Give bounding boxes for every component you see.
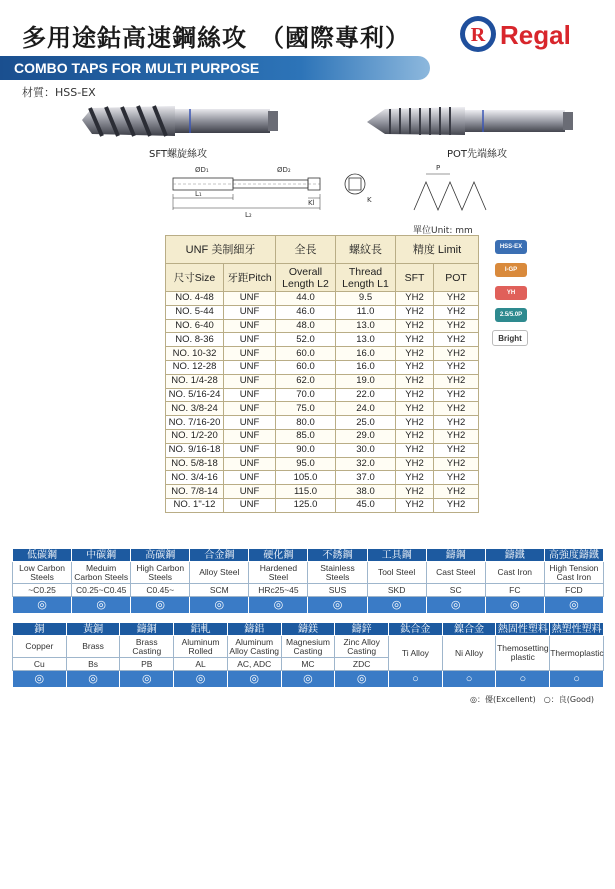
material-zh: 高碳鋼 [131,549,190,562]
table-cell: 25.0 [336,416,396,430]
table-cell: YH2 [434,402,479,416]
table-cell: YH2 [434,471,479,485]
material-en: Stainless Steels [308,562,367,584]
table-row [166,374,479,388]
table-cell: YH2 [434,374,479,388]
regal-logo [458,14,608,54]
table-cell: NO. 7/8-14 [166,485,224,499]
rating-symbol: ◎ [544,597,603,614]
svg-text:L₂: L₂ [245,211,252,219]
table-cell: 75.0 [276,402,336,416]
table-cell: YH2 [396,471,434,485]
table-cell: NO. 1"-12 [166,498,224,512]
legend: ◎：優(Excellent) ○：良(Good) [470,695,595,704]
badge-hss-ex: HSS-EX [495,240,527,254]
material-zh: 熱塑性塑料 [551,623,602,635]
rating-symbol: ○ [442,671,496,688]
rating-symbol: ◎ [281,671,335,688]
material-zh: 低碳鋼 [13,549,72,562]
material-en: Low Carbon Steels [13,562,72,584]
table-row [166,360,479,374]
table-cell: NO. 5/16-24 [166,388,224,402]
table-cell: 46.0 [276,305,336,319]
table-cell: YH2 [396,388,434,402]
table-row [166,457,479,471]
table-cell: NO. 7/16-20 [166,416,224,430]
table-cell: NO. 9/16-18 [166,443,224,457]
table-row [166,333,479,347]
material-en: Ni Alloy [442,636,496,671]
material-zh: 鑄鋅 [335,623,389,636]
table-cell: YH2 [396,347,434,361]
table-cell: NO. 3/8-24 [166,402,224,416]
table-row [166,485,479,499]
material-en: Ti Alloy [389,636,443,671]
svg-text:P: P [436,164,441,172]
table-cell: 37.0 [336,471,396,485]
table-cell: YH2 [396,429,434,443]
rating-symbol: ◎ [485,597,544,614]
material-en: Aluminum Rolled [174,636,228,658]
svg-text:ØD₂: ØD₂ [277,166,291,174]
material-en: Themosetting plastic [496,636,550,671]
table-cell: YH2 [434,443,479,457]
table-cell: 60.0 [276,347,336,361]
table-cell: YH2 [434,498,479,512]
material-zh: 銅 [13,623,67,636]
material-en: Brass [66,636,120,658]
table-cell: YH2 [396,305,434,319]
table-cell: YH2 [396,292,434,306]
table-cell: UNF [224,292,276,306]
material-zh: 鑄鋁 [227,623,281,636]
table-cell: 60.0 [276,360,336,374]
table-cell: 45.0 [336,498,396,512]
material-en: Cast Iron [485,562,544,584]
table-cell: 38.0 [336,485,396,499]
table-row [166,388,479,402]
table-cell: YH2 [396,443,434,457]
rating-symbol: ◎ [120,671,174,688]
table-cell: YH2 [434,457,479,471]
material-zh: 中碳鋼 [72,549,131,562]
material-code: SUS [308,584,367,597]
table-cell: YH2 [396,485,434,499]
rating-symbol: ○ [496,671,550,688]
material-zh: 鎳合金 [442,623,496,636]
material-code: SC [426,584,485,597]
material-zh: 鑄銅 [120,623,174,636]
table-cell: 9.5 [336,292,396,306]
table-cell: NO. 8-36 [166,333,224,347]
sym-row [13,671,604,688]
table-cell: UNF [224,333,276,347]
head-sft: SFT [396,264,434,292]
table-cell: YH2 [396,457,434,471]
table-cell: UNF [224,388,276,402]
material-code: ZDC [335,658,389,671]
material-code: FC [485,584,544,597]
material-table-2 [12,622,604,688]
svg-text:Kl: Kl [308,199,315,207]
table-cell: 48.0 [276,319,336,333]
head-pot: POT [434,264,479,292]
svg-text:Regal: Regal [500,20,571,50]
material-en: Thermoplastic [550,636,604,671]
rating-symbol: ◎ [13,671,67,688]
material-zh: 熱固性塑料 [497,623,548,635]
table-cell: UNF [224,471,276,485]
material-code: AC, ADC [227,658,281,671]
table-cell: YH2 [434,347,479,361]
table-cell: 90.0 [276,443,336,457]
banner-title: COMBO TAPS FOR MULTI PURPOSE [14,60,260,76]
table-cell: YH2 [396,360,434,374]
table-cell: UNF [224,319,276,333]
table-cell: 80.0 [276,416,336,430]
table-cell: 16.0 [336,360,396,374]
table-cell: YH2 [434,429,479,443]
table-cell: YH2 [434,360,479,374]
table-cell: UNF [224,416,276,430]
table-cell: NO. 4-48 [166,292,224,306]
table-row [166,305,479,319]
table-cell: 32.0 [336,457,396,471]
rating-symbol: ◎ [131,597,190,614]
material-row [13,562,604,584]
material-zh: 工具鋼 [367,549,426,562]
table-cell: 85.0 [276,429,336,443]
head-pitch: 牙距Pitch [224,264,276,292]
head-l1: Thread Length L1 [336,264,396,292]
table-cell: YH2 [434,388,479,402]
rating-symbol: ○ [389,671,443,688]
table-row [166,402,479,416]
rating-symbol: ◎ [227,671,281,688]
material-code: MC [281,658,335,671]
material-en: Meduim Carbon Steels [72,562,131,584]
rating-symbol: ◎ [72,597,131,614]
table-cell: YH2 [396,416,434,430]
thread-profile-drawing [410,160,490,224]
head-limit: 精度 Limit [396,236,479,264]
rating-symbol: ◎ [335,671,389,688]
rating-symbol: ◎ [66,671,120,688]
table-cell: 44.0 [276,292,336,306]
material-code: PB [120,658,174,671]
table-cell: 125.0 [276,498,336,512]
pot-tap-image [365,100,575,146]
rating-symbol: ◎ [308,597,367,614]
material-code: SKD [367,584,426,597]
material-row [13,584,604,597]
table-cell: 115.0 [276,485,336,499]
table-cell: NO. 12-28 [166,360,224,374]
material-zh: 硬化鋼 [249,549,308,562]
table-cell: UNF [224,498,276,512]
material-code: C0.25~C0.45 [72,584,131,597]
head-overall: 全長 [276,236,336,264]
badge-igp: I-GP [495,263,527,277]
table-cell: 22.0 [336,388,396,402]
table-cell: 24.0 [336,402,396,416]
hd-row [13,623,604,636]
material-en: Aluminum Alloy Casting [227,636,281,658]
pot-caption: POT先端絲攻 [447,149,508,160]
material-en: Brass Casting [120,636,174,658]
table-row [166,471,479,485]
table-cell: UNF [224,429,276,443]
table-cell: UNF [224,347,276,361]
rating-symbol: ◎ [249,597,308,614]
table-cell: YH2 [396,319,434,333]
material-en: Cast Steel [426,562,485,584]
table-cell: YH2 [434,319,479,333]
table-cell: YH2 [434,333,479,347]
material-en: Copper [13,636,67,658]
material-code: ~C0.25 [13,584,72,597]
table-row [166,498,479,512]
table-cell: UNF [224,305,276,319]
table-cell: 105.0 [276,471,336,485]
badge-bright: Bright [492,330,528,346]
material-en: Zinc Alloy Casting [335,636,389,658]
hd-row [13,549,604,562]
rating-symbol: ◎ [190,597,249,614]
table-row [166,429,479,443]
table-row [166,443,479,457]
table-cell: UNF [224,360,276,374]
table-cell: YH2 [396,498,434,512]
sft-tap-image [80,100,280,146]
material-en: Hardened Steel [249,562,308,584]
svg-text:L₁: L₁ [195,190,202,198]
table-cell: UNF [224,374,276,388]
material-zh: 鑄鋼 [426,549,485,562]
material-code: Bs [66,658,120,671]
table-cell: 19.0 [336,374,396,388]
material-en: Alloy Steel [190,562,249,584]
material-code: SCM [190,584,249,597]
table-cell: 13.0 [336,333,396,347]
badge-pitch: 2.5/5.0P [495,308,527,322]
material-zh: 合金鋼 [190,549,249,562]
table-cell: UNF [224,402,276,416]
table-cell: NO. 6-40 [166,319,224,333]
material-code: AL [174,658,228,671]
table-row [166,416,479,430]
table-cell: NO. 3/4-16 [166,471,224,485]
dimension-drawing [165,160,395,226]
table-cell: YH2 [434,416,479,430]
material-zh: 鑄鐵 [485,549,544,562]
material-zh: 鑄鎂 [281,623,335,636]
spec-table [165,235,479,513]
head-size: 尺寸Size [166,264,224,292]
table-cell: 62.0 [276,374,336,388]
rating-symbol: ○ [550,671,604,688]
table-cell: 30.0 [336,443,396,457]
head-unf: UNF 美制細牙 [166,236,276,264]
unit-label: 單位Unit: mm [413,226,473,236]
table-cell: NO. 1/4-28 [166,374,224,388]
table-row [166,319,479,333]
table-cell: 13.0 [336,319,396,333]
svg-text:ØD₁: ØD₁ [195,166,209,174]
material-zh: 黃銅 [66,623,120,636]
table-cell: UNF [224,457,276,471]
sft-caption: SFT螺旋絲攻 [149,149,208,160]
table-cell: YH2 [434,485,479,499]
material-table-1 [12,548,604,614]
material-code: C0.45~ [131,584,190,597]
table-cell: 16.0 [336,347,396,361]
page-title: 多用途鈷高速鋼絲攻 （國際專利） [22,24,410,52]
table-cell: 29.0 [336,429,396,443]
table-cell: 70.0 [276,388,336,402]
table-cell: NO. 5-44 [166,305,224,319]
table-cell: NO. 5/8-18 [166,457,224,471]
table-cell: NO. 1/2-20 [166,429,224,443]
table-cell: YH2 [396,402,434,416]
table-row [166,347,479,361]
svg-text:R: R [470,24,486,46]
table-cell: YH2 [396,333,434,347]
table-cell: NO. 10-32 [166,347,224,361]
material-en: Tool Steel [367,562,426,584]
rating-symbol: ◎ [426,597,485,614]
rating-symbol: ◎ [367,597,426,614]
material-en: Magnesium Casting [281,636,335,658]
material-label: 材質：HSS-EX [22,86,96,99]
sym-row [13,597,604,614]
rating-symbol: ◎ [174,671,228,688]
table-cell: UNF [224,443,276,457]
head-thread: 螺紋長 [336,236,396,264]
material-zh: 不銹鋼 [308,549,367,562]
rating-symbol: ◎ [13,597,72,614]
table-row [166,292,479,306]
material-en: High Carbon Steels [131,562,190,584]
material-code: FCD [544,584,603,597]
badge-yh: YH [495,286,527,300]
table-cell: 52.0 [276,333,336,347]
material-en: High Tension Cast Iron [544,562,603,584]
svg-text:K: K [367,196,372,204]
material-code: HRc25~45 [249,584,308,597]
table-cell: YH2 [434,305,479,319]
table-cell: YH2 [434,292,479,306]
table-cell: 11.0 [336,305,396,319]
material-zh: 鋁軋 [174,623,228,636]
table-cell: 95.0 [276,457,336,471]
table-cell: YH2 [396,374,434,388]
material-zh: 高強度鑄鐵 [544,549,603,562]
head-l2: Overall Length L2 [276,264,336,292]
material-zh: 鈦合金 [389,623,443,636]
material-row [13,636,604,658]
material-code: Cu [13,658,67,671]
table-cell: UNF [224,485,276,499]
